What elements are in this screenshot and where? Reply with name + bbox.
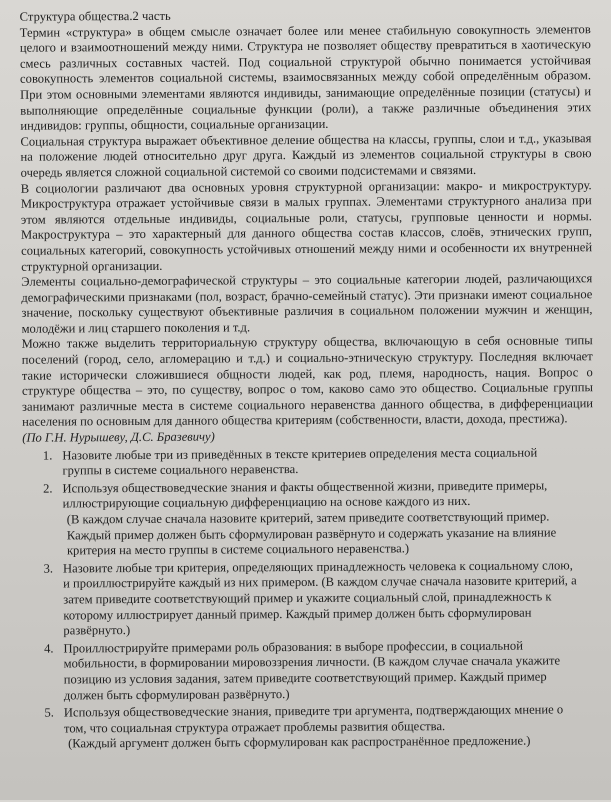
task-hint: (Каждый аргумент должен быть сформулирован как распространённое предложение.) xyxy=(68,733,531,751)
task-text xyxy=(64,702,595,752)
task-item xyxy=(24,702,595,752)
task-body: Назовите любые три критерия, определяющих принадлежность человека к социальному слою, и проиллюстрируйте каждый из них примером. (В каждом случае сначала назовите критерий, а затем приведите соответствующий пример и укажите социальный слой, принадлежность к которому иллюстрирует данный пример. Каждый пример должен быть сформулирован развёрнуто.) xyxy=(62,558,577,638)
task-number: 4. xyxy=(44,641,54,656)
task-number: 2. xyxy=(43,481,53,496)
task-text xyxy=(63,638,594,704)
paragraph-intro: Термин «структура» в общем смысле означает более или менее стабильную совокупность элементов целого и взаимоотношений между ними. Структура не позволяет обществу превратиться в хаотическую смесь различных составных частей. Под социальной структурой обычно понимается устойчивая совокупность элементов социальной системы, взаимосвязанных между собой определённым образом. При этом основными элементами являются индивиды, занимающие определённые позиции (статусы) и выполняющие определённые социальные функции (роли), а также различные объединения этих индивидов: группы, общности, социальные организации. xyxy=(19,21,592,133)
task-body: Используя обществоведческие знания и факты общественной жизни, приведите примеры, иллюстрирующие социальную дифференциацию на основе каждого из них. xyxy=(62,478,548,511)
source-citation: (По Г.Н. Нурышеву, Д.С. Бразевичу) xyxy=(22,429,215,445)
task-number: 3. xyxy=(43,561,54,576)
paragraph-social-structure: Социальная структура выражает объективное деление общества на классы, группы, слои и т.д., указывая на положение людей относительно друг друга. Каждый из элементов социальной структуры в свою очередь является сложной социальной системой со своими подсистемами и связями. xyxy=(20,130,592,180)
paragraph-territorial: Можно также выделить территориальную структуру общества, включающую в себя основные типы поселений (город, село, агломерацию и т.д.) и социально-этническую структуру. Последняя включает такие исторически сложившиеся общности людей, как род, племя, народность, нация. Вопрос о структуре общества – это, по существу, вопрос о том, каково само это общество. Социальные группы занимают различные места в системе социального неравенства данного общества, в дифференциации населения по основным для данного общества критериям (собственности, власти, дохода, престижа). xyxy=(21,333,594,430)
task-text xyxy=(63,558,594,639)
paragraph-demographic: Элементы социально-демографической структуры – это социальные категории людей, различающихся демографическими признаками (пол, возраст, брачно-семейный статус). Эти признаки имеют социальное значение, поскольку существуют объективные различия в социальном положении мужчин и женщин, молодёжи и лиц старшего поколения и т.д. xyxy=(21,271,593,336)
task-item xyxy=(23,638,594,704)
task-item xyxy=(22,478,593,559)
task-list xyxy=(22,445,595,753)
task-body: Используя обществоведческие знания, приведите три аргумента, подтверждающих мнение о том, что социальная структура отражает проблемы развития общества. xyxy=(63,702,564,736)
task-text xyxy=(62,478,593,559)
paragraph-macro-micro: В социологии различают два основных уровня структурной организации: макро- и микроструктуру. Микроструктура отражает устойчивые связи в малых группах. Элементами структурного анализа при этом являются отдельные индивиды, социальные роли, статусы, групповые ценности и нормы. Макроструктура – это характерный для данного общества состав классов, слоёв, этнических групп, социальных категорий, совокупность устойчивых отношений между ними и особенности их внутренней структурной организации. xyxy=(20,177,593,274)
document-title: Структура общества.2 часть xyxy=(19,8,171,24)
task-number: 1. xyxy=(42,448,53,463)
task-number: 5. xyxy=(44,705,54,720)
task-item xyxy=(22,445,593,480)
task-body: Назовите любые три из приведённых в тексте критериев определения места социальной группы в системе социального неравенства. xyxy=(62,445,538,478)
task-body: Проиллюстрируйте примерами роль образования: в выборе профессии, в социальной мобильности, в формировании мировоззрения личности. (В каждом случае сначала укажите позицию из условия задания, затем приведите соответствующий пример. Каждый пример должен быть сформулирован развёрнуто.) xyxy=(63,638,561,702)
task-hint: (В каждом случае сначала назовите критерий, затем приведите соответствующий пример. Каждый пример должен быть сформулирован развёрнуто и содержать указание на влияние критерия на место группы в системе социального неравенства.) xyxy=(66,509,557,558)
task-item xyxy=(23,558,594,639)
task-text xyxy=(62,445,593,479)
